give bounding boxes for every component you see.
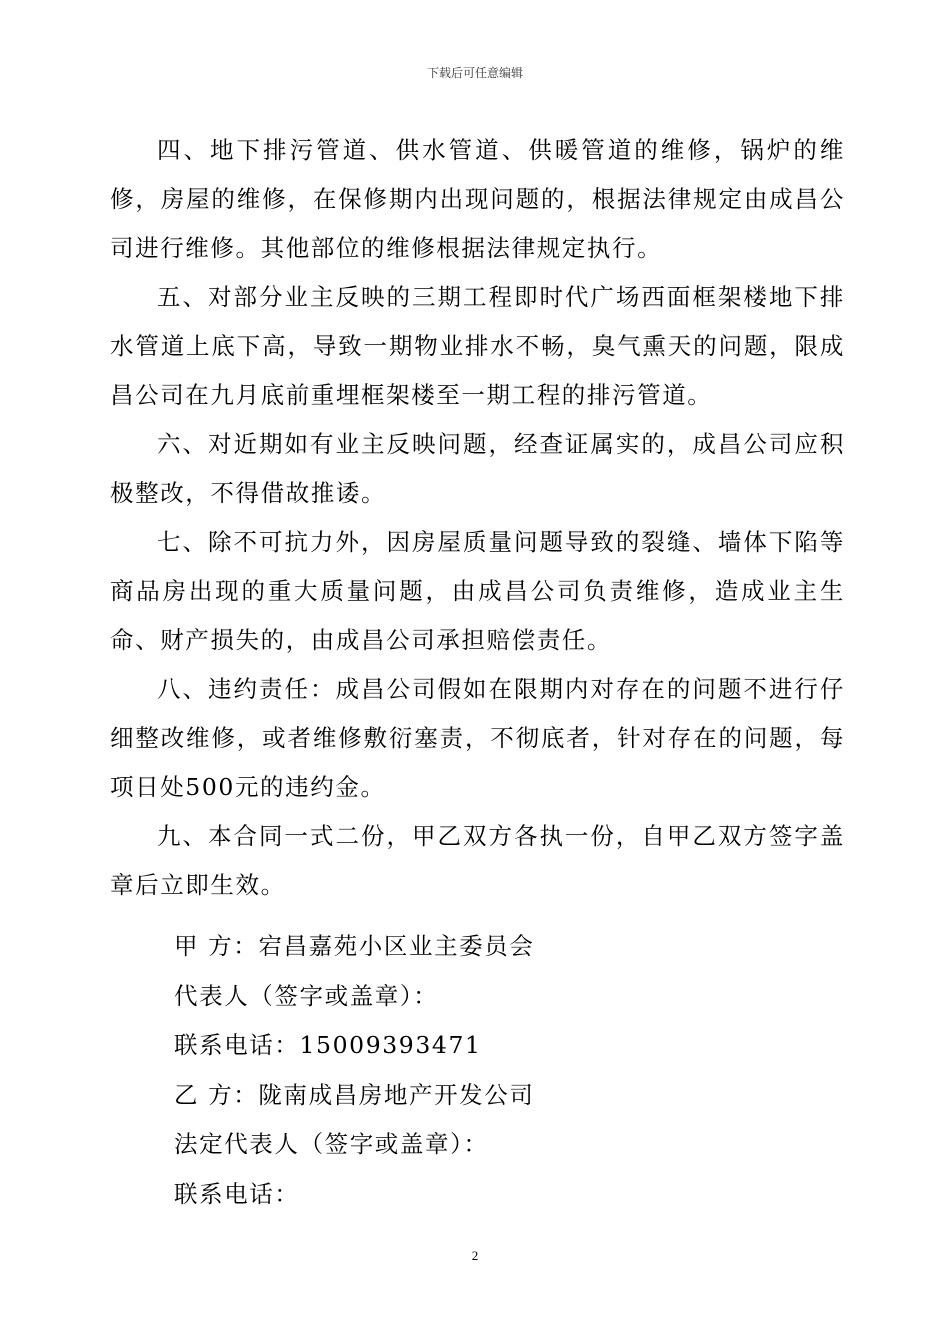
paragraph-9-effect: 九、本合同一式二份，甲乙双方各执一份，自甲乙双方签字盖章后立即生效。	[110, 822, 845, 899]
paragraph-8-liability: 八、违约责任：成昌公司假如在限期内对存在的问题不进行仔细整改维修，或者维修敷衍塞责，不彻底者，针对存在的问题，每项日处500元的违约金。	[110, 675, 845, 801]
document-body	[110, 126, 845, 910]
paragraph-5-drainage: 五、对部分业主反映的三期工程即时代广场西面框架楼地下排水管道上底下高，导致一期物业排水不畅，臭气熏天的问题，限成昌公司在九月底前重埋框架楼至一期工程的排污管道。	[110, 283, 845, 409]
paragraph-4-maintenance: 四、地下排污管道、供水管道、供暖管道的维修，锅炉的维修，房屋的维修，在保修期内出现问题的，根据法律规定由成昌公司进行维修。其他部位的维修根据法律规定执行。	[110, 136, 845, 262]
page-header: 下载后可任意编辑	[426, 66, 523, 80]
party-a-line: 甲 方：宕昌嘉苑小区业主委员会	[174, 932, 535, 960]
paragraph-6-complaints: 六、对近期如有业主反映问题，经查证属实的，成昌公司应积极整改，不得借故推诿。	[110, 430, 845, 507]
paragraph-7-quality: 七、除不可抗力外，因房屋质量问题导致的裂缝、墙体下陷等商品房出现的重大质量问题，由成昌公司负责维修，造成业主生命、财产损失的，由成昌公司承担赔偿责任。	[110, 528, 845, 654]
party-b-representative-line: 法定代表人（签字或盖章）：	[174, 1130, 489, 1158]
party-a-representative-line: 代表人（签字或盖章）：	[174, 981, 439, 1010]
page-number: 2	[471, 1248, 479, 1263]
signature-block	[174, 922, 814, 1219]
party-a-phone-line: 联系电话：15009393471	[174, 1031, 482, 1059]
party-b-line: 乙 方：陇南成昌房地产开发公司	[174, 1080, 535, 1109]
party-b-phone-line: 联系电话：	[174, 1179, 300, 1208]
